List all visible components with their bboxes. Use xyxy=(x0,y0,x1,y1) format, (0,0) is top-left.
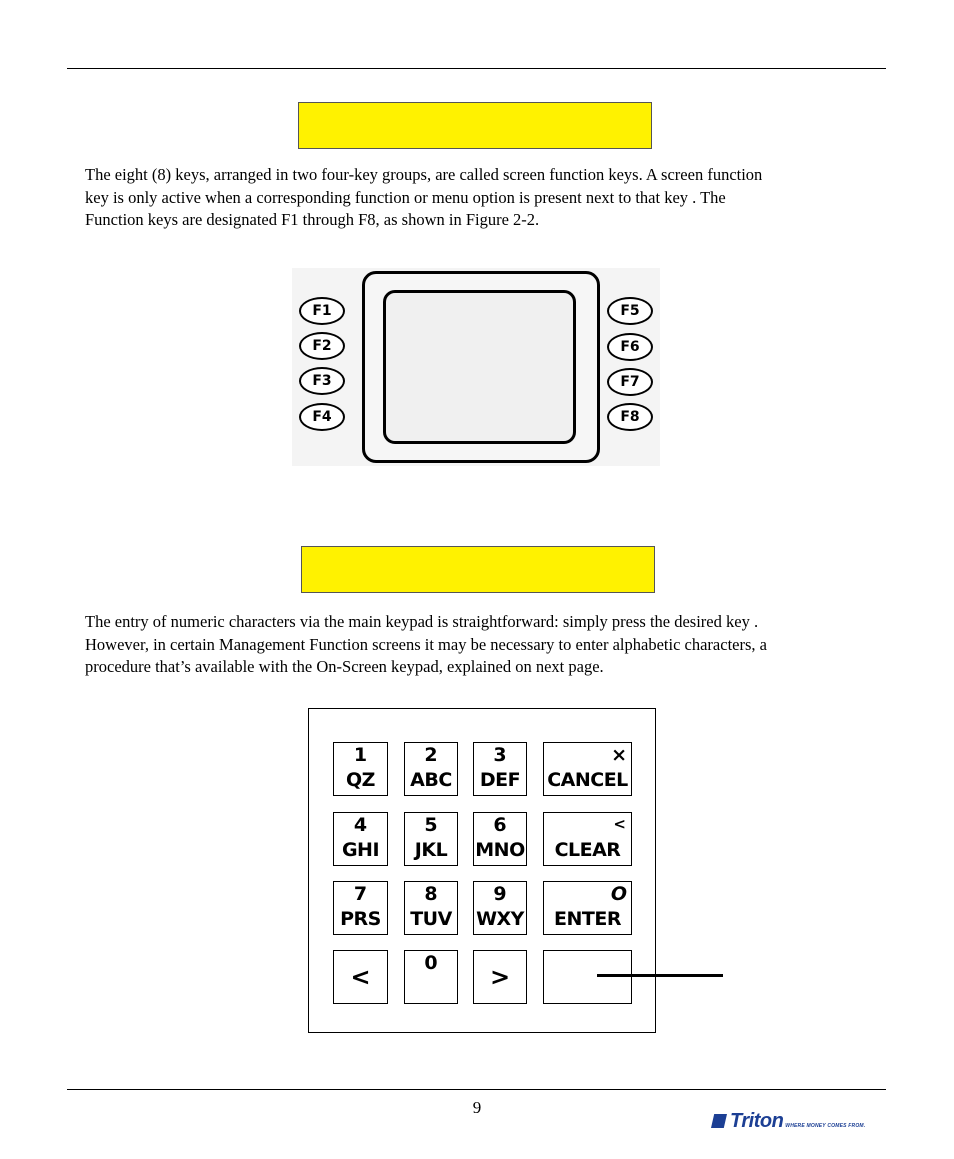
triton-logo xyxy=(711,1110,865,1133)
key-2[interactable] xyxy=(404,742,458,796)
display-screen xyxy=(383,290,576,444)
key-number: 2 xyxy=(424,744,438,766)
paragraph-line: The eight (8) keys, arranged in two four-key groups, are called screen function keys. A screen function xyxy=(85,165,763,184)
key-7[interactable] xyxy=(333,881,388,935)
section-heading-box xyxy=(298,102,652,149)
key-letters: GHI xyxy=(341,839,380,861)
right-arrow-icon: > xyxy=(489,963,511,991)
key-number: 1 xyxy=(353,744,368,766)
key-9[interactable] xyxy=(473,881,527,935)
key-label: CLEAR xyxy=(554,839,621,861)
paragraph-line: However, in certain Management Function screens it may be necessary to enter alphabetic characters, a xyxy=(85,634,767,654)
function-key-f2[interactable]: F2 xyxy=(299,332,345,360)
header-rule xyxy=(67,68,886,69)
key-8[interactable] xyxy=(404,881,458,935)
keypad-paragraph xyxy=(85,611,885,679)
key-5[interactable] xyxy=(404,812,458,866)
key-6[interactable] xyxy=(473,812,527,866)
key-letters: MNO xyxy=(475,839,525,861)
function-key-f7[interactable]: F7 xyxy=(607,368,653,396)
key-letters: WXY xyxy=(476,908,524,930)
function-key-f3[interactable]: F3 xyxy=(299,367,345,395)
left-arrow-icon: < xyxy=(350,963,371,991)
triton-logo-icon xyxy=(711,1114,727,1128)
key-3[interactable] xyxy=(473,742,527,796)
backspace-icon: < xyxy=(613,815,626,833)
callout-line xyxy=(597,974,723,977)
key-label: ENTER xyxy=(554,908,621,930)
paragraph-line: procedure that’s available with the On-Screen keypad, explained on next page. xyxy=(85,657,604,676)
right-arrow-key[interactable] xyxy=(473,950,527,1004)
left-arrow-key[interactable] xyxy=(333,950,388,1004)
key-letters: TUV xyxy=(410,908,452,930)
enter-key[interactable] xyxy=(543,881,632,935)
key-letters: JKL xyxy=(414,839,448,861)
paragraph-line: Function keys are designated F1 through F8, as shown in Figure 2-2. xyxy=(85,210,540,229)
key-letters: DEF xyxy=(479,769,521,791)
key-number: 4 xyxy=(353,814,368,836)
function-key-f5[interactable]: F5 xyxy=(607,297,653,325)
key-letters: PRS xyxy=(340,908,381,930)
enter-icon: O xyxy=(610,883,627,905)
paragraph-line: key is only active when a corresponding function or menu option is present next to that key . The xyxy=(85,187,726,207)
cancel-key[interactable] xyxy=(543,742,632,796)
key-number: 9 xyxy=(493,883,507,905)
function-key-f4[interactable]: F4 xyxy=(299,403,345,431)
key-label: CANCEL xyxy=(547,769,628,791)
key-letters: QZ xyxy=(346,769,375,791)
key-number: 3 xyxy=(493,744,507,766)
function-key-f1[interactable]: F1 xyxy=(299,297,345,325)
function-key-f8[interactable]: F8 xyxy=(607,403,653,431)
key-number: 6 xyxy=(493,814,507,836)
function-keys-paragraph xyxy=(85,164,885,232)
function-key-f6[interactable]: F6 xyxy=(607,333,653,361)
section-heading-box xyxy=(301,546,655,593)
footer-rule xyxy=(67,1089,886,1090)
clear-key[interactable] xyxy=(543,812,632,866)
paragraph-line: The entry of numeric characters via the main keypad is straightforward: simply press the desired key . xyxy=(85,612,759,631)
key-number: 5 xyxy=(424,814,438,836)
key-number: 0 xyxy=(424,952,438,974)
blank-key[interactable] xyxy=(543,950,632,1004)
key-number: 7 xyxy=(353,883,368,905)
logo-brand: Triton xyxy=(730,1110,784,1132)
key-number: 8 xyxy=(424,883,438,905)
key-1[interactable] xyxy=(333,742,388,796)
key-4[interactable] xyxy=(333,812,388,866)
page-number: 9 xyxy=(472,1098,482,1117)
key-0[interactable] xyxy=(404,950,458,1004)
key-letters: ABC xyxy=(410,769,452,791)
cancel-icon: × xyxy=(611,744,627,766)
logo-tagline: WHERE MONEY COMES FROM. xyxy=(785,1123,866,1129)
